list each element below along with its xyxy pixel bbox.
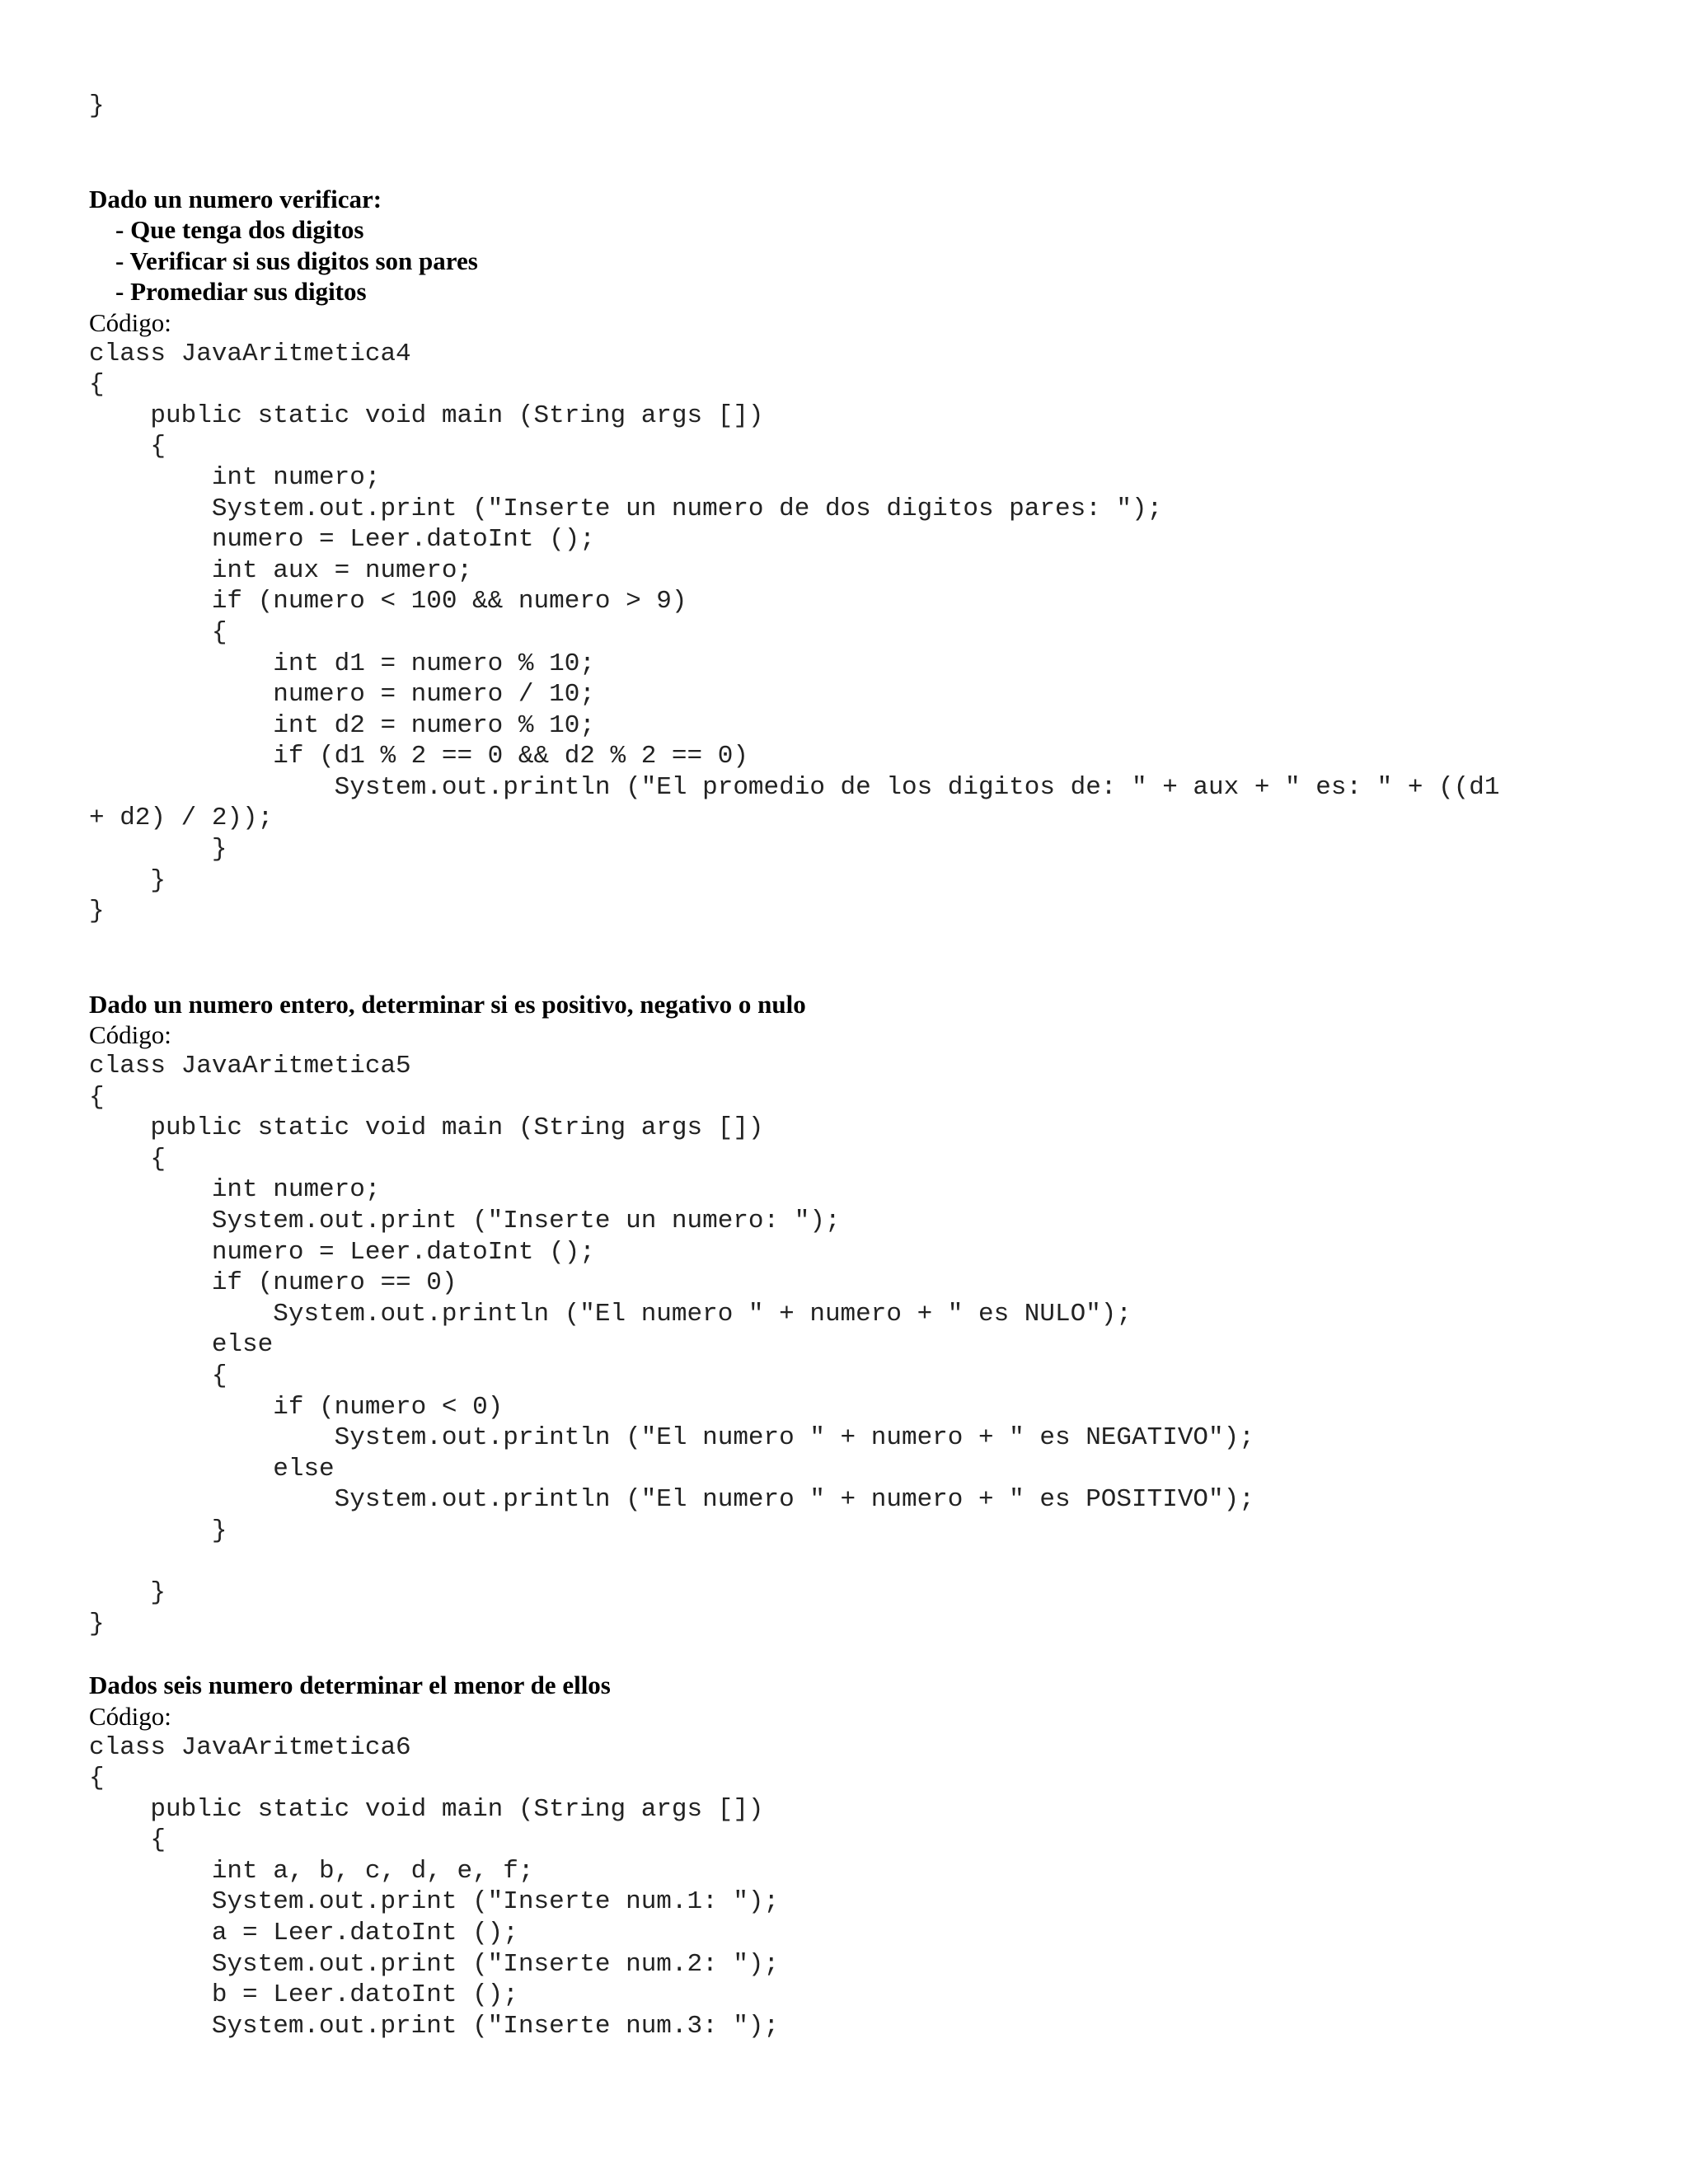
code-line: System.out.println ("El numero " + numero + " es NULO"); — [89, 1299, 1132, 1329]
code-line: } — [89, 1516, 227, 1545]
code-label: Código: — [89, 307, 171, 337]
code-line: int numero; — [89, 1175, 381, 1205]
code-line: { — [89, 1825, 166, 1855]
code-line: numero = Leer.datoInt (); — [89, 525, 595, 555]
code-label: Código: — [89, 1020, 171, 1050]
code-line: } — [89, 1578, 166, 1608]
code-line: a = Leer.datoInt (); — [89, 1919, 518, 1948]
document-page — [89, 91, 1639, 2041]
spacer — [89, 122, 1639, 184]
code-line: int d2 = numero % 10; — [89, 710, 595, 740]
code-line: int aux = numero; — [89, 555, 473, 585]
spacer — [89, 1639, 1639, 1670]
code-line: class JavaAritmetica5 — [89, 1052, 411, 1081]
code-line: { — [89, 1361, 227, 1390]
code-block — [89, 1051, 1639, 1639]
section-title: Dado un numero entero, determinar si es positivo, negativo o nulo — [89, 989, 806, 1019]
code-line: } — [89, 865, 166, 895]
code-line: if (d1 % 2 == 0 && d2 % 2 == 0) — [89, 742, 748, 771]
code-line: + d2) / 2)); — [89, 804, 274, 833]
code-line: { — [89, 617, 227, 647]
code-line: else — [89, 1330, 274, 1360]
code-line: public static void main (String args []) — [89, 401, 764, 430]
code-line: { — [89, 1082, 105, 1112]
code-line: public static void main (String args []) — [89, 1794, 764, 1824]
code-line: System.out.print ("Inserte num.1: "); — [89, 1887, 780, 1917]
code-line: if (numero < 100 && numero > 9) — [89, 587, 687, 616]
code-line: } — [89, 835, 227, 865]
bullet-item: - Que tenga dos digitos — [115, 215, 364, 245]
leading-code — [89, 91, 1639, 122]
code-line: System.out.print ("Inserte un numero de dos digitos pares: "); — [89, 494, 1163, 523]
code-line — [89, 1547, 1639, 1578]
section-title: Dados seis numero determinar el menor de ellos — [89, 1671, 611, 1700]
bullet-item: - Verificar si sus digitos son pares — [115, 246, 478, 275]
code-line: System.out.print ("Inserte num.3: "); — [89, 2011, 780, 2041]
code-line: System.out.print ("Inserte un numero: "); — [89, 1207, 841, 1235]
code-line: else — [89, 1454, 335, 1483]
code-line: } — [89, 897, 105, 926]
code-line: public static void main (String args []) — [89, 1113, 764, 1143]
code-line: if (numero < 0) — [89, 1392, 504, 1422]
code-line: if (numero == 0) — [89, 1268, 457, 1298]
code-block — [89, 1732, 1639, 2042]
section-java-aritmetica-4 — [89, 184, 1639, 927]
code-line: int numero; — [89, 462, 381, 492]
section-title: Dado un numero verificar: — [89, 184, 382, 213]
code-line: numero = Leer.datoInt (); — [89, 1237, 595, 1267]
code-line: numero = numero / 10; — [89, 680, 595, 710]
code-line: System.out.print ("Inserte num.2: "); — [89, 1949, 780, 1979]
code-line: int d1 = numero % 10; — [89, 649, 595, 678]
section-java-aritmetica-5 — [89, 989, 1639, 1639]
spacer — [89, 927, 1639, 989]
code-line: { — [89, 432, 166, 462]
code-line: class JavaAritmetica6 — [89, 1732, 411, 1762]
code-line: { — [89, 370, 105, 400]
code-line: class JavaAritmetica4 — [89, 339, 411, 368]
code-line: System.out.println ("El numero " + numero + " es NEGATIVO"); — [89, 1423, 1254, 1453]
code-line: b = Leer.datoInt (); — [89, 1980, 518, 2010]
code-line: { — [89, 1144, 166, 1174]
code-line: } — [89, 91, 105, 120]
section-java-aritmetica-6 — [89, 1670, 1639, 2041]
code-line: System.out.println ("El promedio de los digitos de: " + aux + " es: " + ((d1 — [89, 772, 1500, 802]
code-line: { — [89, 1764, 105, 1793]
code-line: System.out.println ("El numero " + numero + " es POSITIVO"); — [89, 1485, 1254, 1515]
code-line: } — [89, 1609, 105, 1638]
code-label: Código: — [89, 1701, 171, 1731]
code-line: int a, b, c, d, e, f; — [89, 1856, 534, 1886]
code-block — [89, 339, 1639, 927]
bullet-item: - Promediar sus digitos — [115, 277, 367, 307]
